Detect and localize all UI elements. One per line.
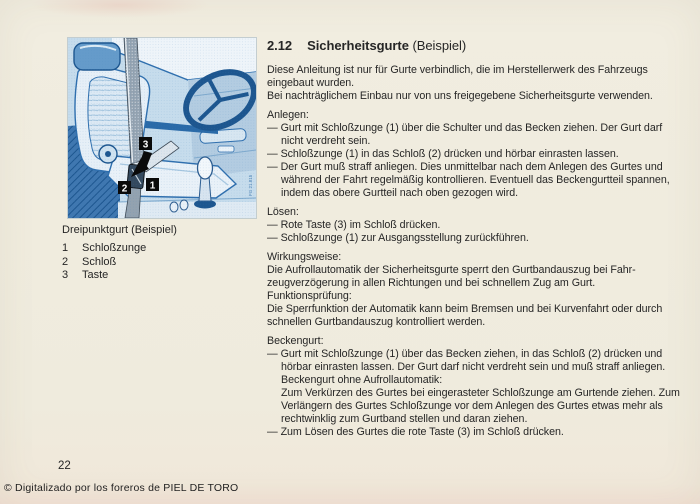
text-section-heading: Lösen: — [267, 206, 299, 218]
scan-watermark: © Digitalizado por los foreros de PIEL DE TORO — [4, 482, 239, 494]
section-number: 2.12 — [267, 38, 293, 53]
text-paragraph: Funktionsprüfung: — [267, 290, 352, 302]
dash-marker: — — [267, 232, 281, 244]
section-title-text: Sicherheitsgurte — [307, 38, 409, 53]
text-section-heading: Wirkungsweise: — [267, 251, 342, 263]
dash-marker: — — [267, 348, 281, 360]
legend-number: 2 — [62, 255, 69, 268]
text-bullet-item: — Gurt mit Schloßzunge (1) über die Schulter und das Becken ziehen. Der Gurt darf nicht verdreht sein. — [267, 122, 663, 147]
text-section-heading: Anlegen: — [267, 109, 309, 121]
text-paragraph: Die Sperrfunktion der Automatik kann beim Bremsen und bei Kurvenfahrt oder durch schnellen Gurtbandauszug kontrolliert werden. — [267, 303, 663, 328]
dash-marker: — — [267, 122, 281, 134]
scan-smudge — [30, 0, 210, 18]
legend-number: 3 — [62, 269, 69, 281]
legend-item — [62, 242, 262, 256]
seatbelt-illustration — [68, 38, 256, 218]
dash-marker: — — [267, 219, 281, 231]
text-subparagraph: Beckengurt ohne Aufrollautomatik: — [281, 374, 443, 386]
legend-item — [62, 256, 262, 270]
legend-label: Taste — [82, 269, 109, 281]
manual-text-body — [267, 64, 687, 439]
legend-item — [62, 269, 262, 283]
text-section-heading: Beckengurt: — [267, 335, 324, 347]
dash-marker: — — [267, 148, 281, 160]
dash-marker: — — [267, 161, 281, 173]
figure-code: FG 21.815 — [248, 174, 253, 196]
callout-2 — [118, 181, 131, 195]
legend-number: 1 — [62, 242, 69, 254]
text-bullet-item: — Schloßzunge (1) zur Ausgangsstellung zurückführen. — [267, 232, 529, 244]
text-paragraph: Bei nachträglichem Einbau nur von uns freigegebene Sicherheitsgurte verwenden. — [267, 90, 653, 102]
page-number: 22 — [58, 460, 71, 472]
section-title-suffix: (Beispiel) — [408, 38, 467, 53]
callout-3 — [139, 137, 152, 151]
text-paragraph: Die Aufrollautomatik der Sicherheitsgurte sperrt den Gurtbandauszug bei Fahrzeugverzögerung in allen Richtungen und bei schnellem Zug am Gurt. — [267, 264, 636, 289]
text-subparagraph: Zum Verkürzen des Gurtes bei eingerasteter Schloßzunge am Gurtende ziehen. Zum Verlängern des Gurtes Schloßzunge vor dem Anlegen des Gurtes etwas mehr als rechtwinklig zum Gurtband stellen und daran ziehen. — [281, 387, 680, 425]
legend-label: Schloßzunge — [82, 242, 147, 254]
legend-label: Schloß — [82, 255, 117, 268]
dash-marker: — — [267, 426, 281, 438]
section-title — [267, 38, 687, 53]
text-paragraph: Diese Anleitung ist nur für Gurte verbindlich, die im Herstellerwerk des Fahrzeugs eingebaut wurden. — [267, 64, 648, 89]
svg-text:1: 1 — [149, 180, 156, 192]
text-bullet-item: — Gurt mit Schloßzunge (1) über das Becken ziehen, in das Schloß (2) drücken und hörbar einrasten lassen. Der Gurt darf nicht verdreht sein und muß straff anliegen. — [267, 348, 666, 373]
text-bullet-item: — Zum Lösen des Gurtes die rote Taste (3) im Schloß drücken. — [267, 426, 564, 438]
figure-legend — [62, 242, 262, 283]
text-bullet-item: — Der Gurt muß straff anliegen. Dies unmittelbar nach dem Anlegen des Gurtes und während der Fahrt regelmäßig kontrollieren. Eventuell das Beckengurtteil spannen, indem das obere Gurtteil nach oben gezogen wird. — [267, 161, 670, 199]
text-bullet-item: — Schloßzunge (1) in das Schloß (2) drücken und hörbar einrasten lassen. — [267, 148, 619, 160]
svg-text:3: 3 — [142, 139, 149, 151]
text-bullet-item: — Rote Taste (3) im Schloß drücken. — [267, 219, 441, 231]
manual-text-column — [267, 38, 687, 439]
figure-caption: Dreipunktgurt (Beispiel) — [62, 224, 177, 236]
callout-1 — [146, 178, 159, 192]
svg-text:2: 2 — [121, 183, 128, 195]
